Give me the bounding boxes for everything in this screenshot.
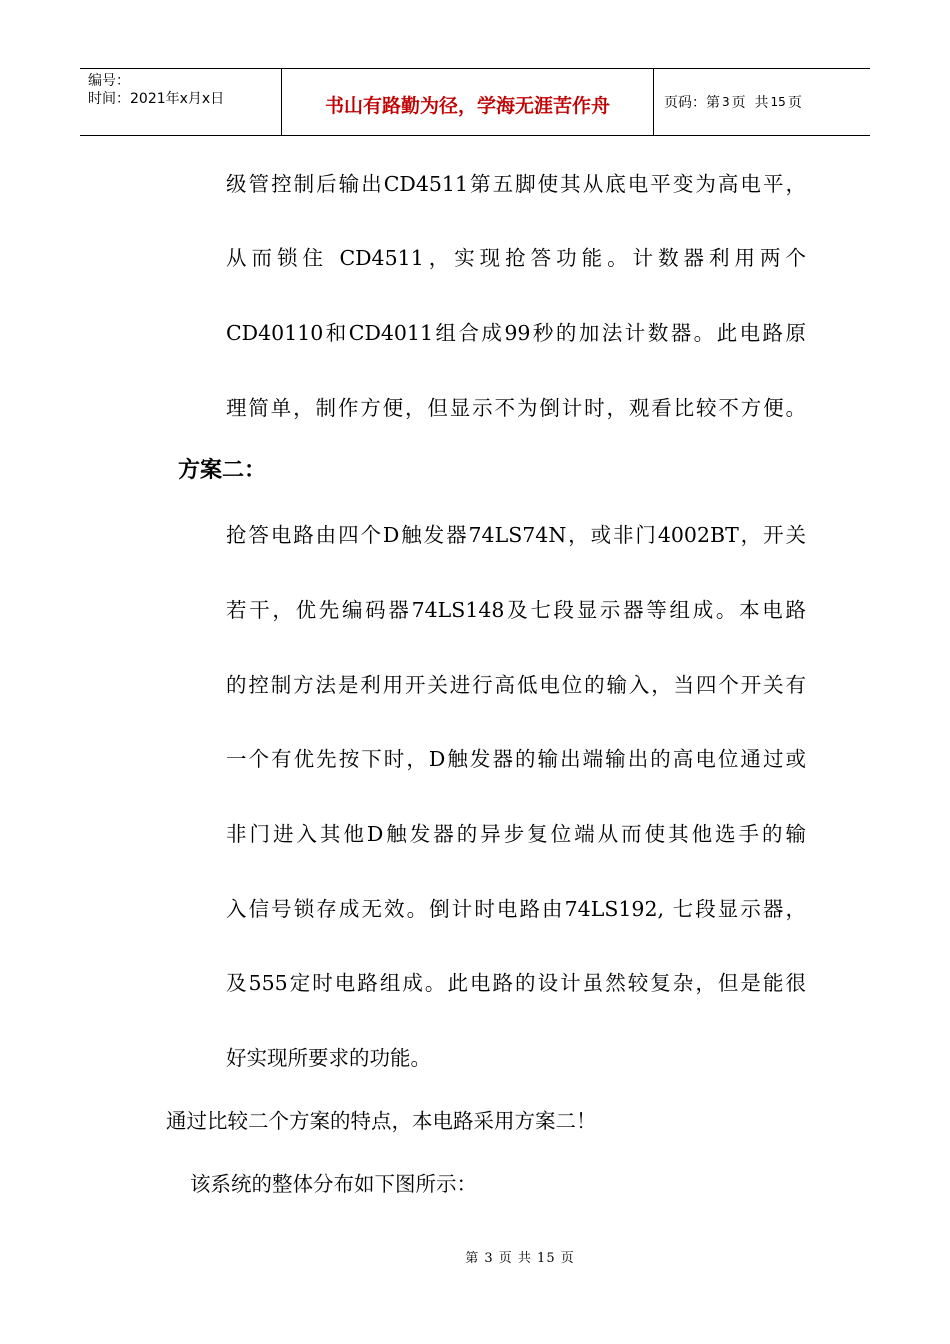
header-meta-cell [80,69,282,135]
body-line: 的控制方法是利用开关进行高低电位的输入，当四个开关有 [226,673,806,697]
page-suffix: 页 [787,95,802,111]
section-heading: 方案二： [178,458,267,483]
body-line: 抢答电路由四个D触发器74LS74N，或非门4002BT，开关 [226,523,806,547]
page-footer: 第 3 页 共 15 页 [465,1251,575,1266]
body-line: 好实现所要求的功能。 [226,1046,431,1070]
date-label: 时间：2021年x月x日 [88,91,225,107]
page-total: 15 [770,95,786,109]
body-line: 级管控制后输出CD4511第五脚使其从底电平变为高电平， [226,172,806,196]
body-line: 理简单，制作方便，但显示不为倒计时，观看比较不方便。 [226,396,806,420]
page-number: 3 [722,95,730,109]
body-line: 及555定时电路组成。此电路的设计虽然较复杂，但是能很 [226,971,806,995]
motto-text: 书山有路勤为径，学海无涯苦作舟 [324,94,610,117]
header-table [80,68,870,136]
page-prefix: 页码：第 [664,95,720,111]
conclusion-text: 通过比较二个方案的特点，本电路采用方案二！ [166,1109,597,1133]
body-line: 非门进入其他D触发器的异步复位端从而使其他选手的输 [226,822,806,846]
page-mid: 页 共 [731,95,769,111]
body-line: 若干，优先编码器74LS148及七段显示器等组成。本电路 [226,598,806,622]
body-line: 从而锁住 CD4511，实现抢答功能。计数器利用两个 [226,246,806,270]
body-line: 一个有优先按下时，D触发器的输出端输出的高电位通过或 [226,747,806,771]
header-motto-cell [282,69,654,135]
figure-intro-text: 该系统的整体分布如下图所示： [190,1172,477,1196]
body-line: CD40110和CD4011组合成99秒的加法计数器。此电路原 [226,321,806,345]
body-line: 入信号锁存成无效。倒计时电路由74LS192, 七段显示器， [226,897,806,921]
serial-number-label: 编号： [88,73,130,89]
header-page-cell [654,69,870,135]
